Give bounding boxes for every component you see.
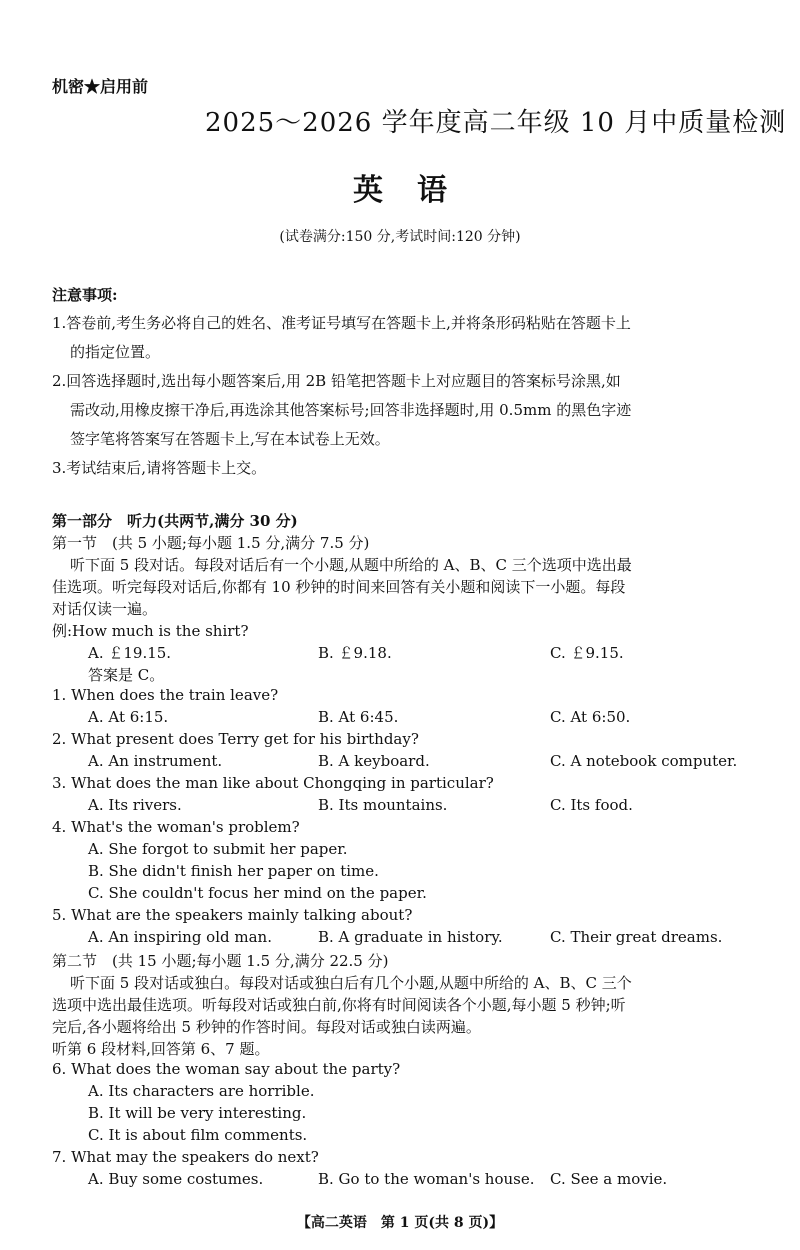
option-a: A. Its characters are horrible. [88,1082,315,1100]
option-b: B. Go to the woman's house. [318,1170,535,1188]
example-question: 例:How much is the shirt? [52,622,249,640]
option-b: B. It will be very interesting. [88,1104,307,1122]
section1-instruction: 听下面 5 段对话。每段对话后有一个小题,从题中所给的 A、B、C 三个选项中选出最 [70,556,632,574]
option-a: A. Its rivers. [88,796,182,814]
page-footer: 【高二英语 第 1 页(共 8 页)】 [296,1215,504,1231]
notice-line: 3.考试结束后,请将答题卡上交。 [52,459,267,477]
example-option-a: A. ￡19.15. [88,644,172,662]
section2-instruction: 听下面 5 段对话或独白。每段对话或独白后有几个小题,从题中所给的 A、B、C 三个 [70,974,632,992]
section1-instruction: 佳选项。听完每段对话后,你都有 10 秒钟的时间来回答有关小题和阅读下一小题。每段 [52,578,626,596]
option-a: A. She forgot to submit her paper. [88,840,348,858]
option-c: C. She couldn't focus her mind on the paper. [88,884,427,902]
option-b: B. At 6:45. [318,708,399,726]
example-option-b: B. ￡9.18. [318,644,392,662]
question: 3. What does the man like about Chongqing in particular? [52,774,494,792]
question: 7. What may the speakers do next? [52,1148,319,1166]
notice-line: 2.回答选择题时,选出每小题答案后,用 2B 铅笔把答题卡上对应题目的答案标号涂黑,如 [52,372,621,390]
option-c: C. Its food. [550,796,633,814]
option-c: C. Their great dreams. [550,928,723,946]
notice-line: 需改动,用橡皮擦干净后,再选涂其他答案标号;回答非选择题时,用 0.5mm 的黑色字迹 [70,401,632,419]
subject-title: 英语 [353,173,481,208]
option-b: B. Its mountains. [318,796,448,814]
option-b: B. She didn't finish her paper on time. [88,862,379,880]
notice-heading: 注意事项: [52,286,118,304]
question: 4. What's the woman's problem? [52,818,300,836]
part1-heading: 第一部分 听力(共两节,满分 30 分) [52,512,298,530]
example-option-c: C. ￡9.15. [550,644,624,662]
notice-line: 签字笔将答案写在答题卡上,写在本试卷上无效。 [70,430,390,448]
section1-instruction: 对话仅读一遍。 [52,600,158,618]
section2-instruction: 完后,各小题将给出 5 秒钟的作答时间。每段对话或独白读两遍。 [52,1018,481,1036]
section1-heading: 第一节 (共 5 小题;每小题 1.5 分,满分 7.5 分) [52,534,370,552]
question: 1. When does the train leave? [52,686,279,704]
example-answer: 答案是 C。 [88,666,165,684]
question: 6. What does the woman say about the party? [52,1060,401,1078]
option-c: C. It is about film comments. [88,1126,308,1144]
option-a: A. An instrument. [88,752,223,770]
notice-line: 的指定位置。 [70,343,161,361]
material-label: 听第 6 段材料,回答第 6、7 题。 [52,1040,270,1058]
section2-instruction: 选项中选出最佳选项。听每段对话或独白前,你将有时间阅读各个小题,每小题 5 秒钟;听 [52,996,626,1014]
section2-heading: 第二节 (共 15 小题;每小题 1.5 分,满分 22.5 分) [52,952,389,970]
notice-line: 1.答卷前,考生务必将自己的姓名、准考证号填写在答题卡上,并将条形码粘贴在答题卡上 [52,314,631,332]
option-a: A. An inspiring old man. [88,928,272,946]
option-b: B. A graduate in history. [318,928,503,946]
score-info: (试卷满分:150 分,考试时间:120 分钟) [279,229,521,245]
option-a: A. At 6:15. [88,708,169,726]
option-c: C. At 6:50. [550,708,631,726]
option-c: C. A notebook computer. [550,752,738,770]
confidential-label: 机密★启用前 [52,77,149,96]
question: 2. What present does Terry get for his birthday? [52,730,419,748]
option-b: B. A keyboard. [318,752,430,770]
question: 5. What are the speakers mainly talking about? [52,906,413,924]
option-c: C. See a movie. [550,1170,668,1188]
exam-title: 2025～2026 学年度高二年级 10 月中质量检测 [205,108,787,138]
option-a: A. Buy some costumes. [88,1170,264,1188]
